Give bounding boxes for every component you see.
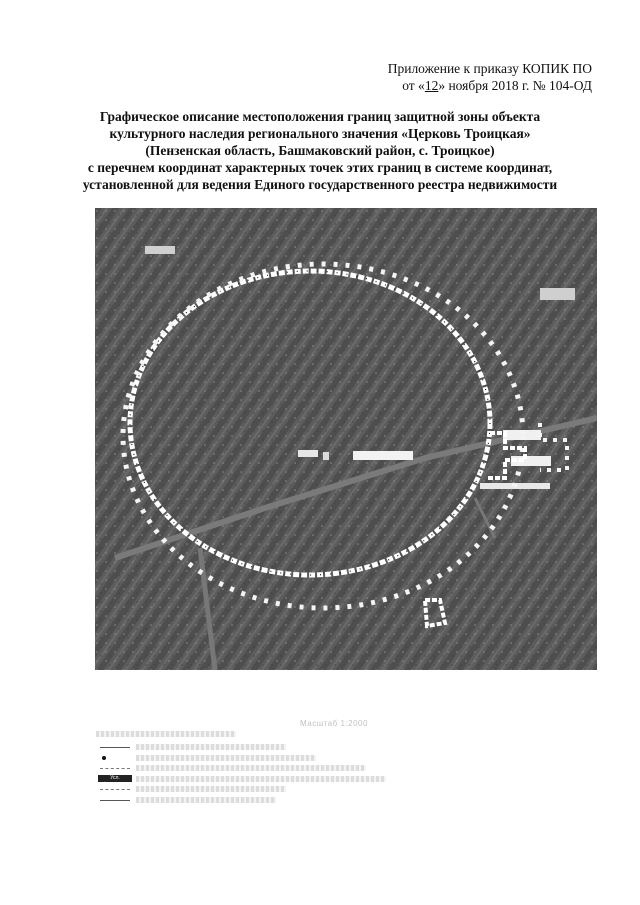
title-line-2: культурного наследия регионального значения «Церковь Троицкая»: [109, 126, 531, 141]
legend-row: [96, 753, 396, 764]
legend-row: [96, 763, 396, 774]
point-marker-icon: [102, 756, 106, 760]
title-line-1: Графическое описание местоположения границ защитной зоны объекта: [99, 109, 541, 124]
legend-row: [96, 742, 396, 753]
title-line-4: с перечнем координат характерных точек этих границ в системе координат,: [87, 160, 553, 175]
map-graphic: [95, 208, 597, 670]
building: [145, 246, 175, 254]
annex-header: [388, 60, 592, 94]
building: [353, 451, 413, 460]
title-line-3: (Пензенская область, Башмаковский район, с. Троицкое): [145, 143, 495, 158]
legend-label-block: Усл. обозначение: [98, 775, 132, 782]
legend-row: [96, 795, 396, 806]
legend-header: [96, 731, 396, 740]
legend-row: [96, 784, 396, 795]
title-line-5: установленной для ведения Единого государственного реестра недвижимости: [82, 177, 558, 192]
map-scale: Масштаб 1:2000: [300, 719, 368, 728]
map-legend: [96, 731, 396, 805]
legend-row: [96, 774, 396, 788]
building: [540, 288, 575, 300]
document-title: [60, 108, 580, 193]
building: [298, 450, 318, 457]
annex-line-1: Приложение к приказу КОПИК ПО: [387, 61, 592, 76]
boundary-map: [95, 208, 597, 670]
annex-line-2: от «12» ноября 2018 г. № 104-ОД: [402, 78, 592, 93]
building: [323, 452, 329, 460]
annex-day: 12: [424, 78, 439, 93]
